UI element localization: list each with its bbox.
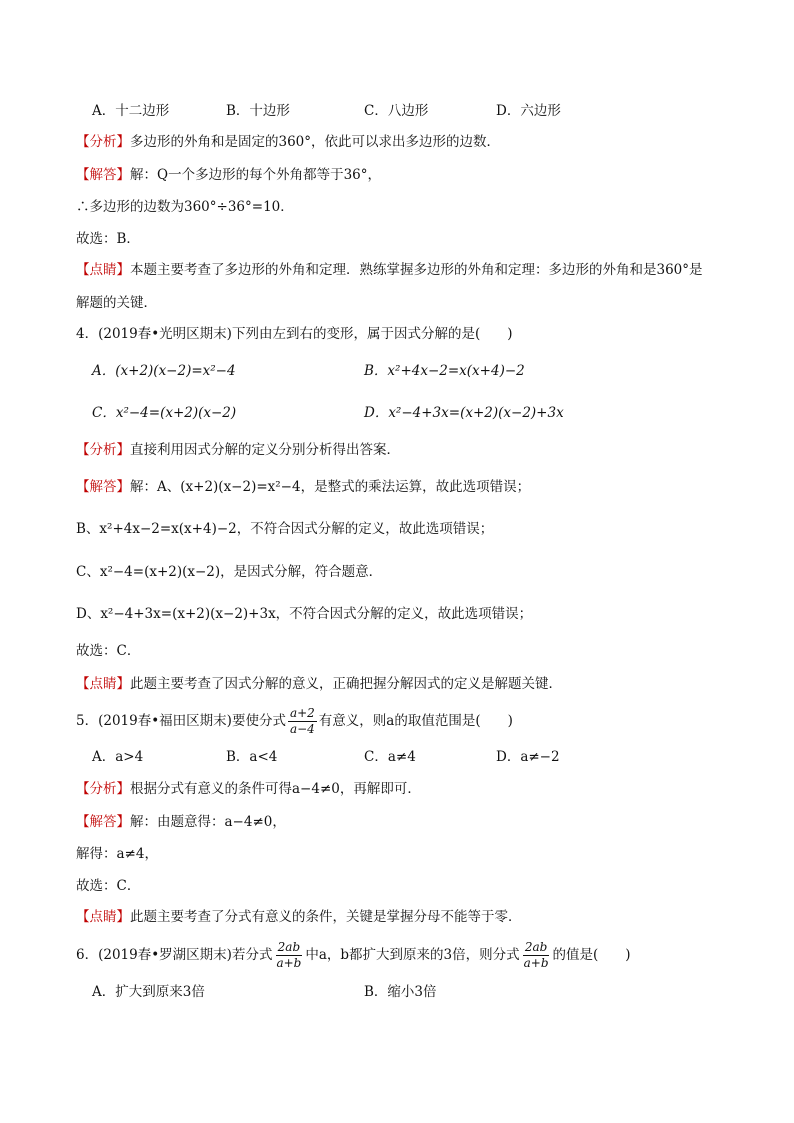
fraction-denominator: a−4 xyxy=(289,722,315,736)
q5-option-d: D．a≠−2 xyxy=(496,749,560,765)
q5-solution xyxy=(76,811,734,833)
q6-fraction xyxy=(274,940,303,971)
q5-comment xyxy=(76,906,734,928)
analysis-tag: 【分析】 xyxy=(76,442,130,458)
q5-stem xyxy=(76,706,734,737)
q6-stem-prefix: 6．(2019春•罗湖区期末)若分式 xyxy=(76,947,273,963)
q4-line-c: C、x²−4=(x+2)(x−2)，是因式分解，符合题意． xyxy=(76,564,383,580)
q5-analysis xyxy=(76,778,734,800)
solution-text: 解：Q一个多边形的每个外角都等于36°， xyxy=(130,167,381,183)
solution-text: 解：由题意得：a−4≠0， xyxy=(130,814,286,830)
q5-option-c: C．a≠4 xyxy=(364,749,416,765)
comment-tag: 【点睛】 xyxy=(76,676,130,692)
comment-text: 此题主要考查了因式分解的意义，正确把握分解因式的定义是解题关键． xyxy=(130,676,562,692)
q4-line-b: B、x²+4x−2=x(x+4)−2，不符合因式分解的定义，故此选项错误； xyxy=(76,521,494,537)
fraction-numerator: 2ab xyxy=(277,940,301,954)
q5-step: 解得：a≠4， xyxy=(76,846,158,862)
q4-option-a: A．(x+2)(x−2)=x²−4 xyxy=(92,363,236,379)
q4-choice: 故选：C． xyxy=(76,643,141,659)
q4-option-d: D．x²−4+3x=(x+2)(x−2)+3x xyxy=(364,405,564,421)
q3-option-c: C．八边形 xyxy=(364,103,429,119)
q4-analysis xyxy=(76,439,734,461)
q3-comment-continued: 解题的关键． xyxy=(76,295,157,311)
q3-choice: 故选：B． xyxy=(76,231,140,247)
q6-fraction-repeat xyxy=(522,940,551,971)
q6-stem-suffix: 的值是( ) xyxy=(552,947,631,963)
solution-tag: 【解答】 xyxy=(76,167,130,183)
q4-option-c: C．x²−4=(x+2)(x−2) xyxy=(92,405,237,421)
q5-option-a: A．a>4 xyxy=(92,749,144,765)
q3-step: ∴多边形的边数为360°÷36°=10． xyxy=(76,199,294,215)
q3-option-b: B．十边形 xyxy=(226,103,290,119)
q6-stem xyxy=(76,940,734,971)
analysis-tag: 【分析】 xyxy=(76,781,130,797)
q6-option-b: B．缩小3倍 xyxy=(364,984,437,1000)
analysis-text: 直接利用因式分解的定义分别分析得出答案． xyxy=(130,442,400,458)
q3-comment xyxy=(76,259,734,281)
analysis-text: 多边形的外角和是固定的360°，依此可以求出多边形的边数． xyxy=(130,134,501,150)
fraction-numerator: 2ab xyxy=(524,940,548,954)
comment-text: 此题主要考查了分式有意义的条件，关键是掌握分母不能等于零． xyxy=(130,909,522,925)
q4-stem: 4．(2019春•光明区期末)下列由左到右的变形，属于因式分解的是( ) xyxy=(76,326,513,342)
q3-option-a: A．十二边形 xyxy=(92,103,170,119)
q3-solution xyxy=(76,164,734,186)
analysis-tag: 【分析】 xyxy=(76,134,130,150)
q3-option-d: D．六边形 xyxy=(496,103,561,119)
q6-stem-middle: 中a，b都扩大到原来的3倍，则分式 xyxy=(305,947,520,963)
comment-tag: 【点睛】 xyxy=(76,262,130,278)
q6-option-a: A．扩大到原来3倍 xyxy=(92,984,205,1000)
q5-stem-suffix: 有意义，则a的取值范围是( ) xyxy=(318,713,513,729)
q5-fraction xyxy=(288,706,317,737)
comment-text: 本题主要考查了多边形的外角和定理．熟练掌握多边形的外角和定理：多边形的外角和是360°是 xyxy=(130,262,703,278)
comment-tag: 【点睛】 xyxy=(76,909,130,925)
q5-option-b: B．a<4 xyxy=(226,749,278,765)
solution-tag: 【解答】 xyxy=(76,814,130,830)
fraction-numerator: a+2 xyxy=(289,706,315,720)
q4-option-b: B．x²+4x−2=x(x+4)−2 xyxy=(364,363,525,379)
fraction-denominator: a+b xyxy=(276,956,302,970)
q4-comment xyxy=(76,673,734,695)
q5-choice: 故选：C． xyxy=(76,878,141,894)
q4-line-d: D、x²−4+3x=(x+2)(x−2)+3x，不符合因式分解的定义，故此选项错误； xyxy=(76,606,533,622)
analysis-text: 根据分式有意义的条件可得a−4≠0，再解即可． xyxy=(130,781,421,797)
q3-analysis xyxy=(76,131,734,153)
solution-text: 解：A、(x+2)(x−2)=x²−4，是整式的乘法运算，故此选项错误； xyxy=(130,479,531,495)
solution-tag: 【解答】 xyxy=(76,479,130,495)
q5-stem-prefix: 5．(2019春•福田区期末)要使分式 xyxy=(76,713,286,729)
q4-solution xyxy=(76,476,734,498)
fraction-denominator: a+b xyxy=(523,956,549,970)
